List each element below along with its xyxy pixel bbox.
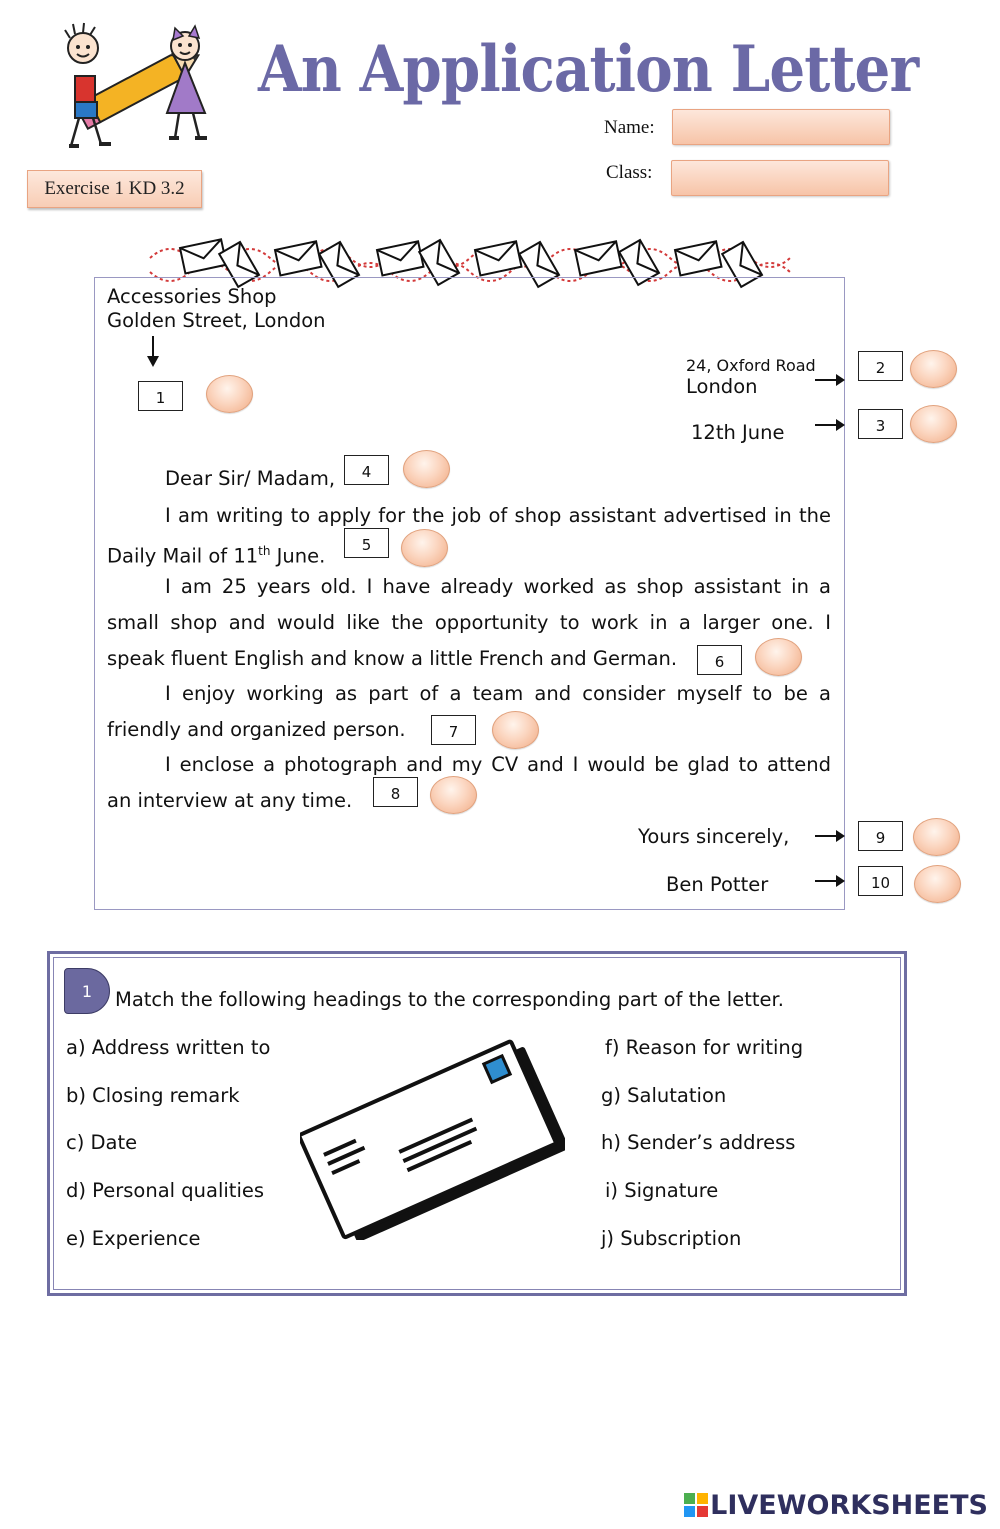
exercise-instruction: Match the following headings to the corresponding part of the letter.	[115, 988, 784, 1011]
paragraph3-line1: I enjoy working as part of a team and consider myself to be a	[165, 682, 831, 705]
recipient-address-line1: Accessories Shop	[107, 285, 277, 308]
answer-bubble-4[interactable]	[403, 450, 450, 488]
exercise-number-badge: 1	[64, 968, 110, 1014]
answer-bubble-9[interactable]	[913, 818, 960, 856]
paragraph2-line3: speak fluent English and know a little French and German.	[107, 647, 678, 670]
sender-address-line1: 24, Oxford Road	[686, 356, 816, 375]
answer-bubble-1[interactable]	[206, 375, 253, 413]
marker-box-3: 3	[858, 409, 903, 439]
sender-address-line2: London	[686, 375, 758, 398]
down-arrow-icon	[146, 336, 160, 368]
option-g: g) Salutation	[601, 1084, 727, 1107]
option-b: b) Closing remark	[66, 1084, 240, 1107]
arrow-right-icon	[815, 379, 843, 381]
marker-box-8: 8	[373, 777, 418, 807]
answer-bubble-7[interactable]	[492, 711, 539, 749]
class-label: Class:	[606, 162, 653, 183]
kids-carrying-pencil-illustration	[55, 18, 227, 153]
marker-box-6: 6	[697, 645, 742, 675]
paragraph2-line1: I am 25 years old. I have already worked as shop assistant in a	[165, 575, 831, 598]
paragraph4-line1: I enclose a photograph and my CV and I would be glad to attend	[165, 753, 831, 776]
paragraph3-line2: friendly and organized person.	[107, 718, 406, 741]
paragraph1-line1: I am writing to apply for the job of shop assistant advertised in the	[165, 504, 831, 527]
marker-box-1: 1	[138, 381, 183, 411]
answer-bubble-2[interactable]	[910, 350, 957, 388]
arrow-right-icon	[815, 424, 843, 426]
closing-remark: Yours sincerely,	[638, 825, 790, 848]
salutation: Dear Sir/ Madam,	[165, 467, 336, 490]
option-c: c) Date	[66, 1131, 138, 1154]
arrow-right-icon	[815, 835, 843, 837]
answer-bubble-8[interactable]	[430, 776, 477, 814]
name-input[interactable]	[672, 109, 890, 145]
marker-box-9: 9	[858, 821, 903, 851]
paragraph2-line2: small shop and would like the opportunity to work in a larger one. I	[107, 611, 831, 634]
marker-box-10: 10	[858, 866, 903, 896]
option-f: f) Reason for writing	[605, 1036, 804, 1059]
page-title: An Application Letter	[258, 32, 919, 107]
name-label: Name:	[604, 117, 655, 138]
marker-box-5: 5	[344, 528, 389, 558]
recipient-address-line2: Golden Street, London	[107, 309, 326, 332]
answer-bubble-10[interactable]	[914, 865, 961, 903]
exercise-badge: Exercise 1 KD 3.2	[27, 170, 202, 208]
option-d: d) Personal qualities	[66, 1179, 265, 1202]
paragraph1-line2: Daily Mail of 11th June.	[107, 544, 326, 568]
letter-date: 12th June	[691, 421, 785, 444]
option-j: j) Subscription	[601, 1227, 742, 1250]
marker-box-4: 4	[344, 455, 389, 485]
option-e: e) Experience	[66, 1227, 201, 1250]
class-input[interactable]	[671, 160, 889, 196]
signature: Ben Potter	[666, 873, 769, 896]
answer-bubble-6[interactable]	[755, 638, 802, 676]
liveworksheets-logo: LIVEWORKSHEETS	[684, 1490, 988, 1521]
marker-box-2: 2	[858, 351, 903, 381]
option-a: a) Address written to	[66, 1036, 271, 1059]
option-i: i) Signature	[605, 1179, 719, 1202]
logo-blocks-icon	[684, 1493, 708, 1517]
marker-box-7: 7	[431, 715, 476, 745]
answer-bubble-5[interactable]	[401, 529, 448, 567]
envelope-illustration	[300, 1030, 565, 1240]
paragraph4-line2: an interview at any time.	[107, 789, 353, 812]
arrow-right-icon	[815, 880, 843, 882]
answer-bubble-3[interactable]	[910, 405, 957, 443]
option-h: h) Sender’s address	[601, 1131, 796, 1154]
